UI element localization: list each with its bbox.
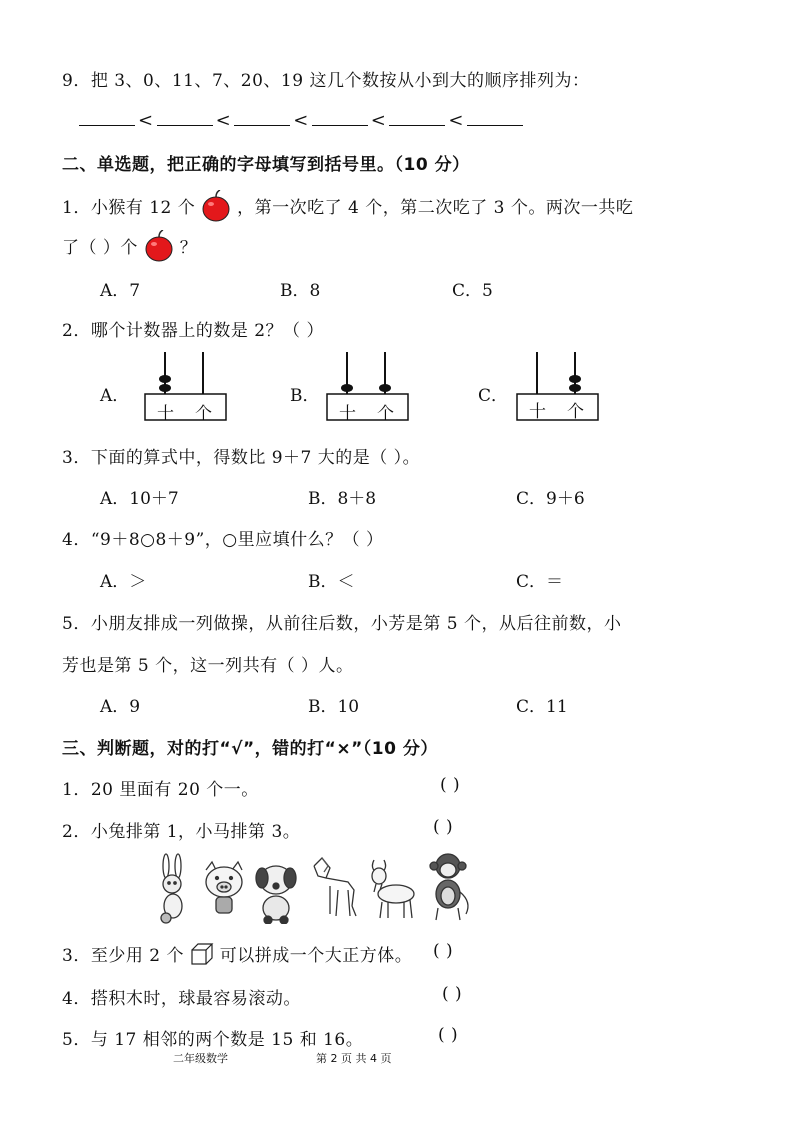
- s2-q1-text-a: 1．小猴有 12 个: [62, 198, 196, 218]
- rabbit-icon: [161, 854, 182, 923]
- option-a: A．7: [100, 281, 141, 301]
- option-b: B．10: [308, 697, 360, 717]
- abacus-ones-label: 个: [377, 404, 394, 424]
- pig-icon: [206, 862, 242, 913]
- option-b: B．＜: [308, 572, 355, 592]
- answer-blank[interactable]: [389, 111, 445, 126]
- option-b: B．8: [280, 281, 321, 301]
- s2-q4-text: 4．“9＋8○8＋9”，○里应填什么？（ ）: [62, 530, 384, 550]
- footer-page-number: 第 2 页 共 4 页: [316, 1052, 392, 1065]
- less-than-sign: <: [138, 110, 154, 131]
- apple-icon: [201, 190, 231, 227]
- q9-text: 9．把 3、0、11、7、20、19 这几个数按从小到大的顺序排列为：: [62, 71, 590, 91]
- option-b: B．: [290, 386, 320, 406]
- abacus-a-icon: [140, 350, 230, 424]
- goat-icon: [372, 860, 414, 918]
- less-than-sign: <: [293, 110, 309, 131]
- q9-blanks-row: [78, 110, 524, 131]
- s3-item-1: 1．20 里面有 20 个一。: [62, 780, 259, 800]
- option-c: C．5: [452, 281, 493, 301]
- s3-item-3-text-a: 3．至少用 2 个: [62, 946, 184, 966]
- option-a: A．10＋7: [100, 489, 179, 509]
- abacus-ones-label: 个: [567, 402, 584, 422]
- dog-icon: [256, 866, 296, 924]
- answer-blank[interactable]: [312, 111, 368, 126]
- option-c: C．9＋6: [516, 489, 585, 509]
- horse-icon: [314, 858, 356, 916]
- abacus-b-icon: [322, 350, 412, 424]
- abacus-tens-label: 十: [157, 404, 174, 424]
- answer-blank[interactable]: [234, 111, 290, 126]
- section3-heading: 三、判断题，对的打“√”，错的打“×”（10 分）: [62, 739, 438, 759]
- answer-paren[interactable]: ( ): [442, 984, 463, 1004]
- answer-paren[interactable]: ( ): [438, 1025, 459, 1045]
- option-a: A．9: [100, 697, 141, 717]
- s2-q3-text: 3．下面的算式中，得数比 9＋7 大的是（ ）。: [62, 448, 421, 468]
- s2-q1-line2: [62, 230, 197, 267]
- option-b: B．8＋8: [308, 489, 377, 509]
- less-than-sign: <: [448, 110, 464, 131]
- answer-paren[interactable]: ( ): [440, 775, 461, 795]
- option-c: C．11: [516, 697, 568, 717]
- option-c: C．: [478, 386, 509, 406]
- less-than-sign: <: [215, 110, 232, 131]
- abacus-ones-label: 个: [195, 404, 212, 424]
- animals-row: [150, 852, 480, 924]
- answer-blank[interactable]: [157, 111, 213, 126]
- option-a: A．: [100, 386, 130, 406]
- answer-blank[interactable]: [467, 111, 523, 126]
- s3-item-2: 2．小兔排第 1，小马排第 3。: [62, 822, 301, 842]
- s3-item-3: [62, 941, 412, 970]
- s2-q2-text: 2．哪个计数器上的数是 2？（ ）: [62, 321, 324, 341]
- apple-icon: [144, 230, 174, 267]
- s2-q1-text-d: ？: [179, 238, 198, 258]
- option-a: A．＞: [100, 572, 147, 592]
- s2-q5-line1: 5．小朋友排成一列做操，从前往后数，小芳是第 5 个，从后往前数，小: [62, 614, 622, 634]
- abacus-tens-label: 十: [529, 402, 546, 422]
- option-c: C．＝: [516, 572, 564, 592]
- s2-q1-text-b: ，第一次吃了 4 个，第二次吃了 3 个。两次一共吃: [237, 198, 634, 218]
- s2-q1-text-c: 了（ ）个: [62, 238, 138, 258]
- answer-paren[interactable]: ( ): [433, 941, 454, 961]
- answer-blank[interactable]: [79, 111, 135, 126]
- cube-icon: [190, 943, 214, 970]
- abacus-c-icon: [512, 350, 602, 424]
- s2-q1-line1: [62, 190, 633, 227]
- abacus-tens-label: 十: [339, 404, 356, 424]
- footer-subject: 二年级数学: [173, 1052, 228, 1065]
- section2-heading: 二、单选题，把正确的字母填写到括号里。（10 分）: [62, 155, 470, 175]
- answer-paren[interactable]: ( ): [433, 817, 454, 837]
- s3-item-4: 4．搭积木时，球最容易滚动。: [62, 989, 301, 1009]
- monkey-icon: [430, 854, 468, 920]
- s2-q5-line2: 芳也是第 5 个，这一列共有（ ）人。: [62, 656, 354, 676]
- s3-item-5: 5．与 17 相邻的两个数是 15 和 16。: [62, 1030, 364, 1050]
- s3-item-3-text-b: 可以拼成一个大正方体。: [219, 946, 413, 966]
- less-than-sign: <: [370, 110, 387, 131]
